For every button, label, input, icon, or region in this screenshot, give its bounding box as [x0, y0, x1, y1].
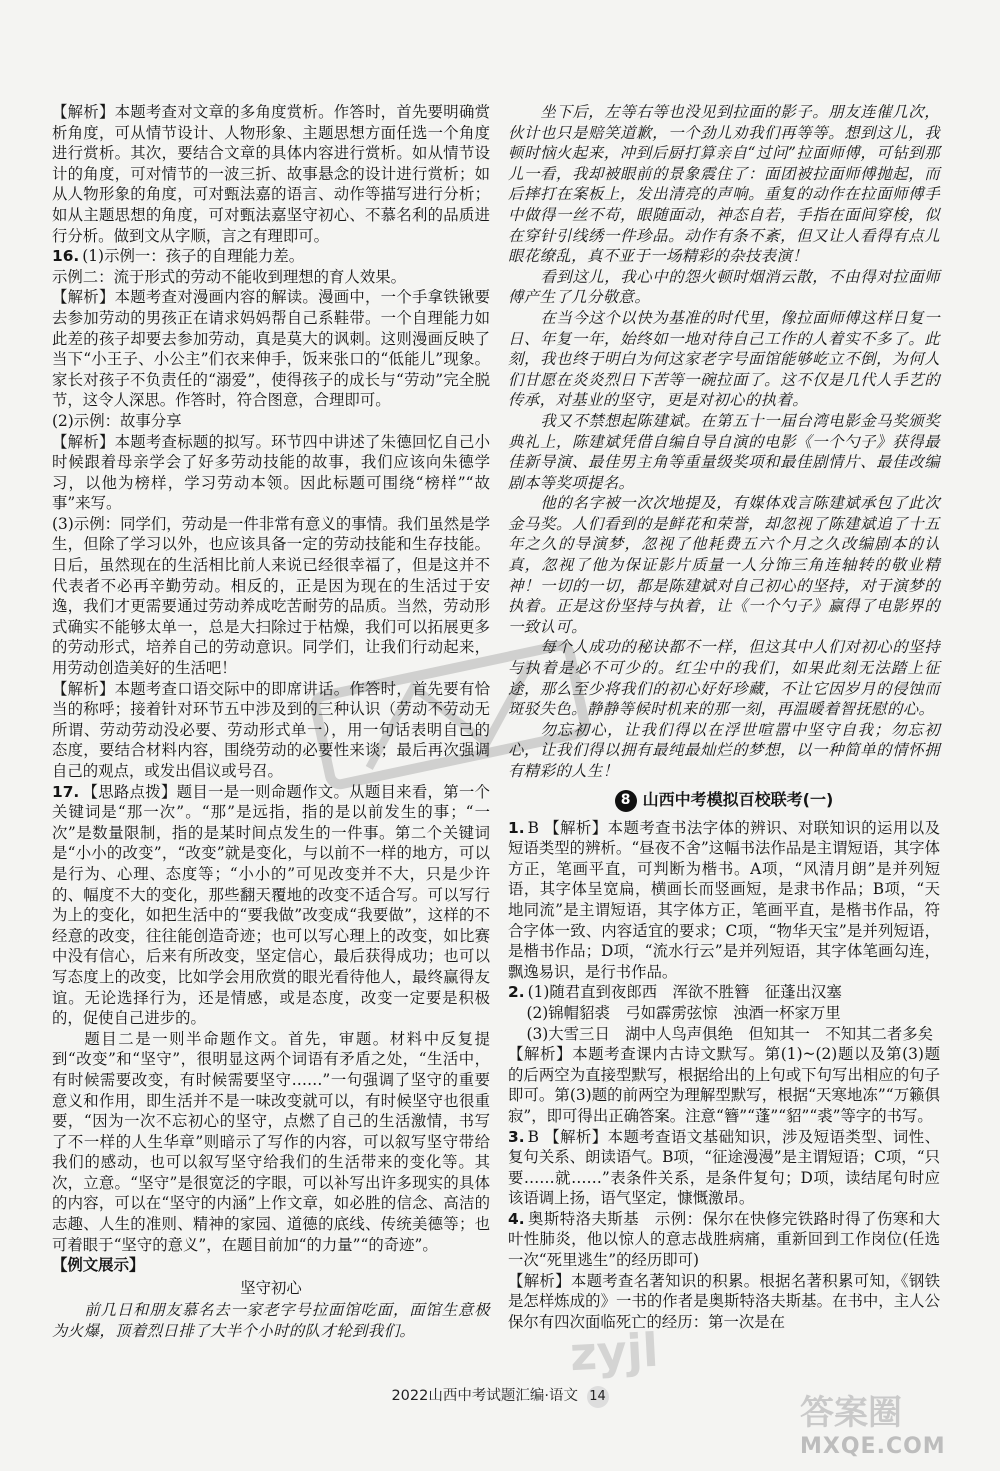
- q16-answer-3: (3)示例：同学们，劳动是一件非常有意义的事情。我们虽然是学生，但除了学习以外，也应该具备一定的劳动技能和生存技能。日后，虽然现在的生活相比前人来说已经很幸福了，但是这并不代表者不必再辛勤劳动。相反的，正是因为现在的生活过于安逸，我们才更需要通过劳动养成吃苦耐劳的品质。当然，劳动形式确实不能够太单一，总是大扫除过于枯燥，我们可以拓展更多的劳动形式，培养自己的劳动意识。同学们，让我们行动起来，用劳动创造美好的生活吧！: [52, 514, 490, 678]
- answer-2-line-1: (1)随君直到夜郎西 浑欲不胜簪 征蓬出汉塞: [527, 983, 842, 1002]
- footer-title: 2022山西中考试题汇编·语文: [391, 1388, 578, 1404]
- answer-4-text: 奥斯特洛夫斯基 示例：保尔在快修完铁路时得了伤寒和大叶性肺炎，他以惊人的意志战胜病痛，重新回到工作岗位(任选一次“死里逃生”的经历即可): [508, 1209, 940, 1270]
- essay-paragraph-3: 看到这儿，我心中的怨火顿时烟消云散，不由得对拉面师傅产生了几分敬意。: [508, 267, 940, 307]
- essay-paragraph-1: 前几日和朋友慕名去一家老字号拉面馆吃面，面馆生意极为火爆，顶着烈日排了大半个小时的队才轮到我们。: [52, 1301, 490, 1341]
- left-column: [52, 102, 490, 1342]
- q16-analysis-2: 【解析】本题考查标题的拟写。环节四中讲述了朱德回忆自己小时候跟着母亲学会了好多劳动技能的故事，我们应该向朱德学习，以他为榜样，学习劳动本领。因此标题可围绕“榜样”“故事”来写。: [52, 432, 490, 513]
- watermark-url: MXQE.COM: [800, 1434, 946, 1459]
- q16-answer-2: (2)示例：故事分享: [52, 411, 182, 430]
- site-watermark: [800, 1385, 946, 1459]
- answer-3-number: 3.: [508, 1127, 525, 1146]
- answer-4-number: 4.: [508, 1209, 525, 1228]
- right-column: [508, 102, 940, 1332]
- answer-2-number: 2.: [508, 983, 525, 1002]
- q17-text-2: 题目二是一则半命题作文。首先，审题。材料中反复提到“改变”和“坚守”，很明显这两个词语有矛盾之处，“生活中，有时候需要改变，有时候需要坚守……”一句强调了坚守的重要意义和作用，即生活并不是一味改变就可以，有时候坚守也很重要，“因为一次不忘初心的坚守，点燃了自己的生活激情，书写了不一样的人生华章”则暗示了写作的内容，可以叙写坚守带给我们的感动，也可以叙写坚守给我们的生活带来的变化等。其次，立意。“坚守”是很宽泛的字眼，可以补写出许多现实的具体的内容，可以在“坚守的内涵”上作文章，如必胜的信念、高洁的志趣、人生的准则、精神的家园、道德的底线、传统美德等；也可着眼于“坚守的意义”，在题目前加“的力量”“的奇迹”。: [52, 1029, 490, 1254]
- watermark-logo: 答案圈: [800, 1393, 902, 1433]
- answer-2-analysis: 【解析】本题考查课内古诗文默写。第(1)~(2)题以及第(3)题的后两空为直接型默写，根据给出的上句或下句写出相应的句子即可。第(3)题的前两空为理解型默写，根据“天寒地冻”“万籁俱寂”，即可得出正确答案。注意“簪”“蓬”“貂”“裘”等字的书写。: [508, 1045, 940, 1125]
- essay-paragraph-4: 在当今这个以快为基准的时代里，像拉面师傅这样日复一日、年复一年，始终如一地对待自己工作的人着实不多了。此刻，我也终于明白为何这家老字号面馆能够屹立不倒，为何人们甘愿在炎炎烈日下苦等一碗拉面了。这不仅是几代人手艺的传承，对基业的坚守，更是对初心的执着。: [508, 308, 940, 410]
- q16-analysis-3: 【解析】本题考查口语交际中的即席讲话。作答时，首先要有恰当的称呼；接着针对环节五中涉及到的三种认识（劳动不劳动无所谓、劳动劳动没必要、劳动形式单一），用一句话表明自己的态度，要结合材料内容，围绕劳动的必要性来谈；最后再次强调自己的观点，或发出倡议或号召。: [52, 679, 490, 780]
- question-17-number: 17.: [52, 782, 80, 801]
- answer-2-line-2: (2)锦帽貂裘 弓如霹雳弦惊 浊酒一杯家万里: [526, 1003, 841, 1022]
- answer-3-text: B 【解析】本题考查语文基础知识，涉及短语类型、词性、复句关系、朗读语气。B项，“征途漫漫”是主谓短语；C项，“只要……就……”表条件关系，是条件复句；D项，读结尾句时应该语调上扬，语气坚定，慷慨激昂。: [508, 1127, 940, 1208]
- q16-answer-1b: 示例二：流于形式的劳动不能收到理想的育人效果。: [52, 267, 406, 286]
- analysis-top: 【解析】本题考查对文章的多角度赏析。作答时，首先要明确赏析角度，可从情节设计、人物形象、主题思想方面任选一个角度进行赏析。其次，要结合文章的具体内容进行赏析。如从情节设计的角度，可对情节的一波三折、故事悬念的设计进行赏析；如从人物形象的角度，可对甄法嘉的语言、动作等描写进行分析；如从主题思想的角度，可对甄法嘉坚守初心、不慕名利的品质进行分析。做到文从字顺，言之有理即可。: [52, 103, 490, 245]
- essay-paragraph-6: 他的名字被一次次地提及，有媒体戏言陈建斌承包了此次金马奖。人们看到的是鲜花和荣誉，却忽视了陈建斌追了十五年之久的导演梦，忽视了他耗费五六个月之久改编剧本的认真，忽视了他为保证影片质量一人分饰三角连轴转的敬业精神！一切的一切，都是陈建斌对自己初心的坚持，对于演梦的执着。正是这份坚持与执着，让《一个勺子》赢得了电影界的一致认可。: [508, 494, 940, 636]
- essay-paragraph-8: 勿忘初心，让我们得以在浮世喧嚣中坚守自我；勿忘初心，让我们得以拥有最纯最灿烂的梦想，以一种简单的情怀拥有精彩的人生！: [508, 720, 940, 780]
- essay-paragraph-5: 我又不禁想起陈建斌。在第五十一届台湾电影金马奖颁奖典礼上，陈建斌凭借自编自导自演的电影《一个勺子》获得最佳新导演、最佳男主角等重量级奖项和最佳剧情片、最佳改编剧本等奖项提名。: [508, 411, 940, 492]
- q17-text: 【思路点拨】题目一是一则命题作文。从题目来看，第一个关键词是“那一次”。“那”是远指，指的是以前发生的事；“一次”是数量限制，指的是某时间点发生的一件事。第二个关键词是“小小的改变”，“改变”就是变化，与以前不一样的地方，可以是行为、心理、态度等；“小小的”可见改变并不大，只是少许的、幅度不大的变化，那些翻天覆地的改变不适合写。可以写行为上的变化，如把生活中的“要我做”改变成“我要做”，这样的不经意的改变，往往能创造奇迹；也可以写心理上的改变，如比赛中没有信心，后来有所改变，坚定信心，最后获得成功；也可以写态度上的改变，比如学会用欣赏的眼光看待他人，最终赢得友谊。无论选择行为，还是情感，或是态度，改变一定要是积极的，促使自己进步的。: [52, 782, 490, 1028]
- watermark-text: zyjl: [568, 1322, 660, 1382]
- section-heading: [508, 790, 940, 812]
- essay-paragraph-7: 每个人成功的秘诀都不一样，但这其中人们对初心的坚持与执着是必不可少的。红尘中的我们，如果此刻无法踏上征途，那么至少将我们的初心好好珍藏，不让它因岁月的侵蚀而斑驳失色。静静等候时机来的那一刻，再温暖着智抚慰的心。: [508, 638, 940, 719]
- essay-title: 坚守初心: [240, 1278, 302, 1297]
- q16-answer-1: (1)示例一：孩子的自理能力差。: [82, 247, 305, 266]
- page-number: 14: [587, 1386, 609, 1408]
- section-title: 山西中考模拟百校联考(一): [642, 790, 834, 810]
- section-number-badge: 8: [615, 790, 637, 812]
- answer-2-line-3: (3)大雪三日 湖中人鸟声俱绝 但知其一 不知其二者多矣: [526, 1024, 934, 1043]
- answer-1-number: 1.: [508, 818, 525, 837]
- q16-analysis-1: 【解析】本题考查对漫画内容的解读。漫画中，一个手拿铁锹要去参加劳动的男孩正在请求妈妈帮自己系鞋带。一个自理能力如此差的孩子却要去参加劳动，真是莫大的讽刺。这则漫画反映了当下“小王子、小公主”们衣来伸手，饭来张口的“低能儿”现象。家长对孩子不负责任的“溺爱”，使得孩子的成长与“劳动”完全脱节，这令人深思。作答时，符合图意，合理即可。: [52, 288, 490, 410]
- answer-4-analysis: 【解析】本题考查名著知识的积累。根据名著积累可知，《钢铁是怎样炼成的》一书的作者是奥斯特洛夫斯基。在书中，主人公保尔有四次面临死亡的经历：第一次是在: [508, 1271, 940, 1331]
- answer-1-text: B 【解析】本题考查书法字体的辨识、对联知识的运用以及短语类型的辨析。“昼夜不舍”这幅书法作品是主谓短语，其字体方正，笔画平直，可判断为楷书。A项，“风清月朗”是并列短语，其字体呈宽扁，横画长而竖画短，是隶书作品；B项，“天地同流”是主谓短语，其字体方正，笔画平直，是楷书作品，符合字体一致、内容适宜的要求；C项，“物华天宝”是并列短语，是楷书作品；D项，“流水行云”是并列短语，其字体笔画勾连，飘逸易识，是行书作品。: [508, 818, 940, 981]
- example-label: 【例文展示】: [52, 1256, 145, 1275]
- question-16-number: 16.: [52, 247, 80, 266]
- essay-paragraph-2: 坐下后，左等右等也没见到拉面的影子。朋友连催几次，伙计也只是赔笑道歉，一个劲儿劝我们再等等。想到这儿，我顿时恼火起来，冲到后厨打算亲自“过问”拉面师傅，可钻到那儿一看，我却被眼前的景象震住了：面团被拉面师傅抛起，而后摔打在案板上，发出清亮的声响。重复的动作在拉面师傅手中做得一丝不苟，眼随面动，神态自若，手指在面间穿梭，似在穿针引线绣一件珍品。动作有条不紊，但又让人看得有点儿眼花缭乱，真不亚于一场精彩的杂技表演！: [508, 103, 940, 266]
